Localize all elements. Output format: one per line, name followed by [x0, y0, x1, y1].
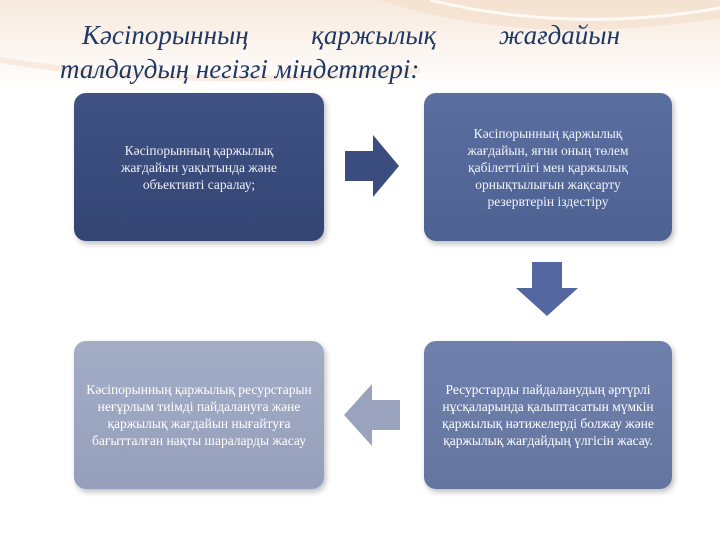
task-box-1-text: Кәсіпорынның қаржылық жағдайын уақытында және объективті саралау;	[121, 142, 277, 192]
slide-title	[60, 18, 620, 86]
task-box-2-text: Кәсіпорынның қаржылық жағдайын, яғни оның төлем қабілеттілігі мен қаржылық орнықтылығын жақсарту резервтерін іздестіру	[467, 125, 629, 209]
title-word-2: қаржылық	[311, 20, 437, 50]
arrow-left-icon	[344, 384, 400, 446]
title-word-3: жағдайын	[498, 20, 620, 50]
task-box-3-text: Кәсіпорынның қаржылық ресурстарын неғұрлым тиімді пайдалануға және қаржылық жағдайын нығайтуға бағытталған нақты шараларды жасау	[86, 382, 312, 448]
task-box-1	[74, 93, 324, 241]
title-word-1: Кәсіпорынның	[82, 20, 249, 50]
title-line-1	[60, 18, 620, 52]
task-box-4	[424, 341, 672, 489]
task-box-3	[74, 341, 324, 489]
task-box-2	[424, 93, 672, 241]
title-line-2: талдаудың негізгі міндеттері:	[60, 54, 420, 84]
task-box-4-text: Ресурстарды пайдаланудың әртүрлі нұсқаларында қалыптасатын мүмкін қаржылық нәтижелерді болжау және қаржылық жағдайдың үлгісін жасау.	[442, 382, 654, 448]
arrow-right-icon	[345, 135, 399, 197]
arrow-down-icon	[516, 262, 578, 316]
